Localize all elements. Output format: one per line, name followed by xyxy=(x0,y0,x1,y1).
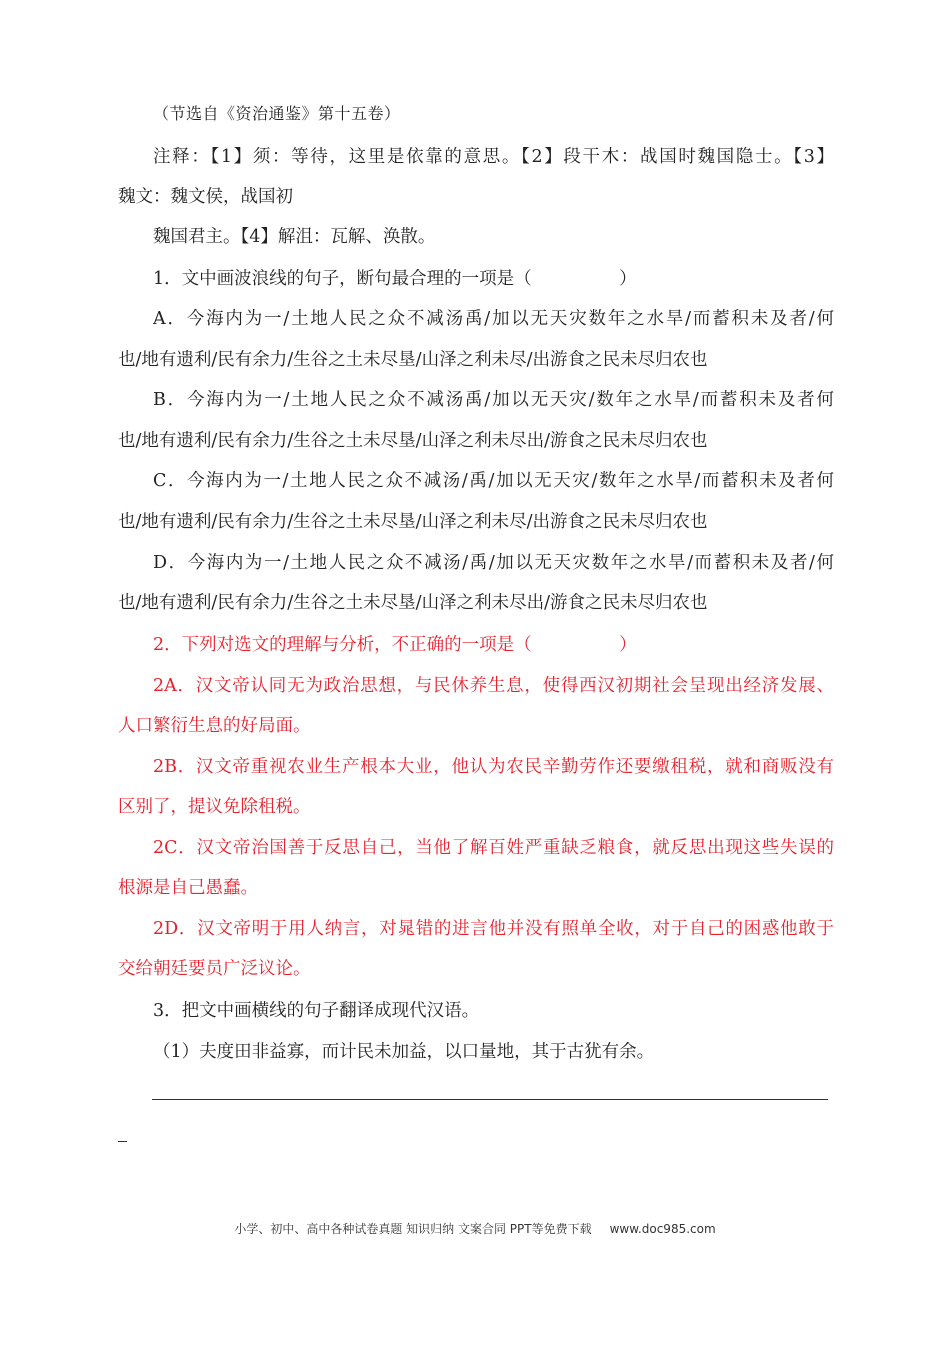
answer-blank-line-tail xyxy=(118,1141,127,1142)
q1-option-b-line-2: 也/地有遗利/民有余力/生谷之土未尽垦/山泽之利未尽出/游食之民未尽归农也 xyxy=(118,431,708,451)
q1-option-a-line-1: A．今海内为一/土地人民之众不减汤禹/加以无天灾数年之水旱/而蓄积未及者/何 xyxy=(153,309,834,329)
q2-option-c-line-2: 根源是自己愚蠢。 xyxy=(118,878,258,898)
q2-option-d-line-1: 2D．汉文帝明于用人纳言，对晁错的进言他并没有照单全收，对于自己的困惑他敢于 xyxy=(153,919,834,939)
q2-option-b-line-1: 2B．汉文帝重视农业生产根本大业，他认为农民辛勤劳作还要缴租税，就和商贩没有 xyxy=(153,757,834,777)
q2-option-b-line-2: 区别了，提议免除租税。 xyxy=(118,797,311,817)
q2-option-a-line-2: 人口繁衍生息的好局面。 xyxy=(118,716,311,736)
q1-option-c-line-2: 也/地有遗利/民有余力/生谷之土未尽垦/山泽之利未尽/出游食之民未尽归农也 xyxy=(118,512,708,532)
q2-option-c-line-1: 2C．汉文帝治国善于反思自己，当他了解百姓严重缺乏粮食，就反思出现这些失误的 xyxy=(153,838,834,858)
q2-option-d-line-2: 交给朝廷要员广泛议论。 xyxy=(118,959,311,979)
question-2-stem: 2．下列对选文的理解与分析，不正确的一项是（ ） xyxy=(153,635,637,655)
answer-blank-line xyxy=(152,1099,828,1100)
question-3-stem: 3．把文中画横线的句子翻译成现代汉语。 xyxy=(153,1001,480,1021)
q1-option-a-line-2: 也/地有遗利/民有余力/生谷之土未尽垦/山泽之利未尽/出游食之民未尽归农也 xyxy=(118,350,708,370)
question-1-stem: 1．文中画波浪线的句子，断句最合理的一项是（ ） xyxy=(153,269,637,289)
footer-site: www.doc985.com xyxy=(609,1222,716,1236)
q1-option-d-line-2: 也/地有遗利/民有余力/生谷之土未尽垦/山泽之利未尽出/游食之民未尽归农也 xyxy=(118,593,708,613)
question-3-sub-1: （1）夫度田非益寡，而计民未加益，以口量地，其于古犹有余。 xyxy=(153,1042,655,1062)
q1-option-d-line-1: D．今海内为一/土地人民之众不减汤/禹/加以无天灾数年之水旱/而蓄积未及者/何 xyxy=(153,553,834,573)
footer-text: 小学、初中、高中各种试卷真题 知识归纳 文案合同 PPT等免费下载 xyxy=(234,1222,592,1236)
source-note: （节选自《资治通鉴》第十五卷） xyxy=(153,104,401,123)
notes-line-1: 注释：【1】须：等待，这里是依靠的意思。【2】段干木：战国时魏国隐士。【3】 xyxy=(153,147,834,167)
notes-line-2: 魏文：魏文侯，战国初 xyxy=(118,187,293,207)
page-footer xyxy=(0,1220,950,1237)
q1-option-b-line-1: B．今海内为一/土地人民之众不减汤禹/加以无天灾/数年之水旱/而蓄积未及者何 xyxy=(153,390,834,410)
notes-line-3: 魏国君主。【4】解沮：瓦解、涣散。 xyxy=(153,227,436,247)
q2-option-a-line-1: 2A．汉文帝认同无为政治思想，与民休养生息，使得西汉初期社会呈现出经济发展、 xyxy=(153,676,834,696)
q1-option-c-line-1: C．今海内为一/土地人民之众不减汤/禹/加以无天灾/数年之水旱/而蓄积未及者何 xyxy=(153,471,834,491)
